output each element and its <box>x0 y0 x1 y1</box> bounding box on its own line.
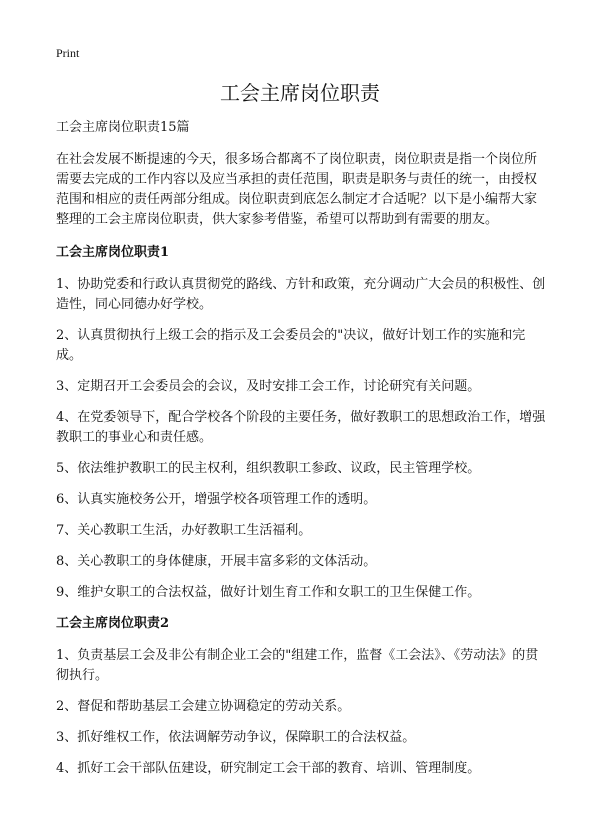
list-item: 5、依法维护教职工的民主权利，组织教职工参政、议政，民主管理学校。 <box>56 461 481 476</box>
section-heading: 工会主席岗位职责1 <box>56 245 170 260</box>
list-item: 3、定期召开工会委员会的会议，及时安排工会工作，讨论研究有关问题。 <box>56 379 481 394</box>
document-subtitle: 工会主席岗位职责15篇 <box>56 120 190 135</box>
list-item: 2、认真贯彻执行上级工会的指示及工会委员会的"决议，做好计划工作的实施和完成。 <box>56 328 526 363</box>
document-body <box>56 118 548 790</box>
intro-paragraph: 在社会发展不断提速的今天，很多场合都离不了岗位职责，岗位职责是指一个岗位所需要去完成的工作内容以及应当承担的责任范围，职责是职务与责任的统一，由授权范围和相应的责任两部分组成。岗位职责到底怎么制定才合适呢？以下是小编帮大家整理的工会主席岗位职责，供大家参考借鉴，希望可以帮助到有需要的朋友。 <box>56 152 538 227</box>
list-item: 1、负责基层工会及非公有制企业工会的"组建工作，监督《工会法》、《劳动法》的贯彻执行。 <box>56 648 539 683</box>
list-item: 8、关心教职工的身体健康，开展丰富多彩的文体活动。 <box>56 554 377 569</box>
list-item: 7、关心教职工生活，办好教职工生活福利。 <box>56 523 312 538</box>
list-item: 9、维护女职工的合法权益，做好计划生育工作和女职工的卫生保健工作。 <box>56 585 481 600</box>
list-item: 1、协助党委和行政认真贯彻党的路线、方针和政策，充分调动广大会员的积极性、创造性，同心同德办好学校。 <box>56 277 546 312</box>
list-item: 4、抓好工会干部队伍建设，研究制定工会干部的教育、培训、管理制度。 <box>56 761 481 776</box>
print-label[interactable]: Print <box>56 46 80 60</box>
section-heading: 工会主席岗位职责2 <box>56 616 170 631</box>
document-title: 工会主席岗位职责 <box>220 81 380 105</box>
list-item: 3、抓好维权工作，依法调解劳动争议，保障职工的合法权益。 <box>56 730 416 745</box>
list-item: 4、在党委领导下，配合学校各个阶段的主要任务，做好教职工的思想政治工作，增强教职工的事业心和责任感。 <box>56 410 546 445</box>
list-item: 6、认真实施校务公开，增强学校各项管理工作的透明。 <box>56 492 377 507</box>
list-item: 2、督促和帮助基层工会建立协调稳定的劳动关系。 <box>56 699 351 714</box>
